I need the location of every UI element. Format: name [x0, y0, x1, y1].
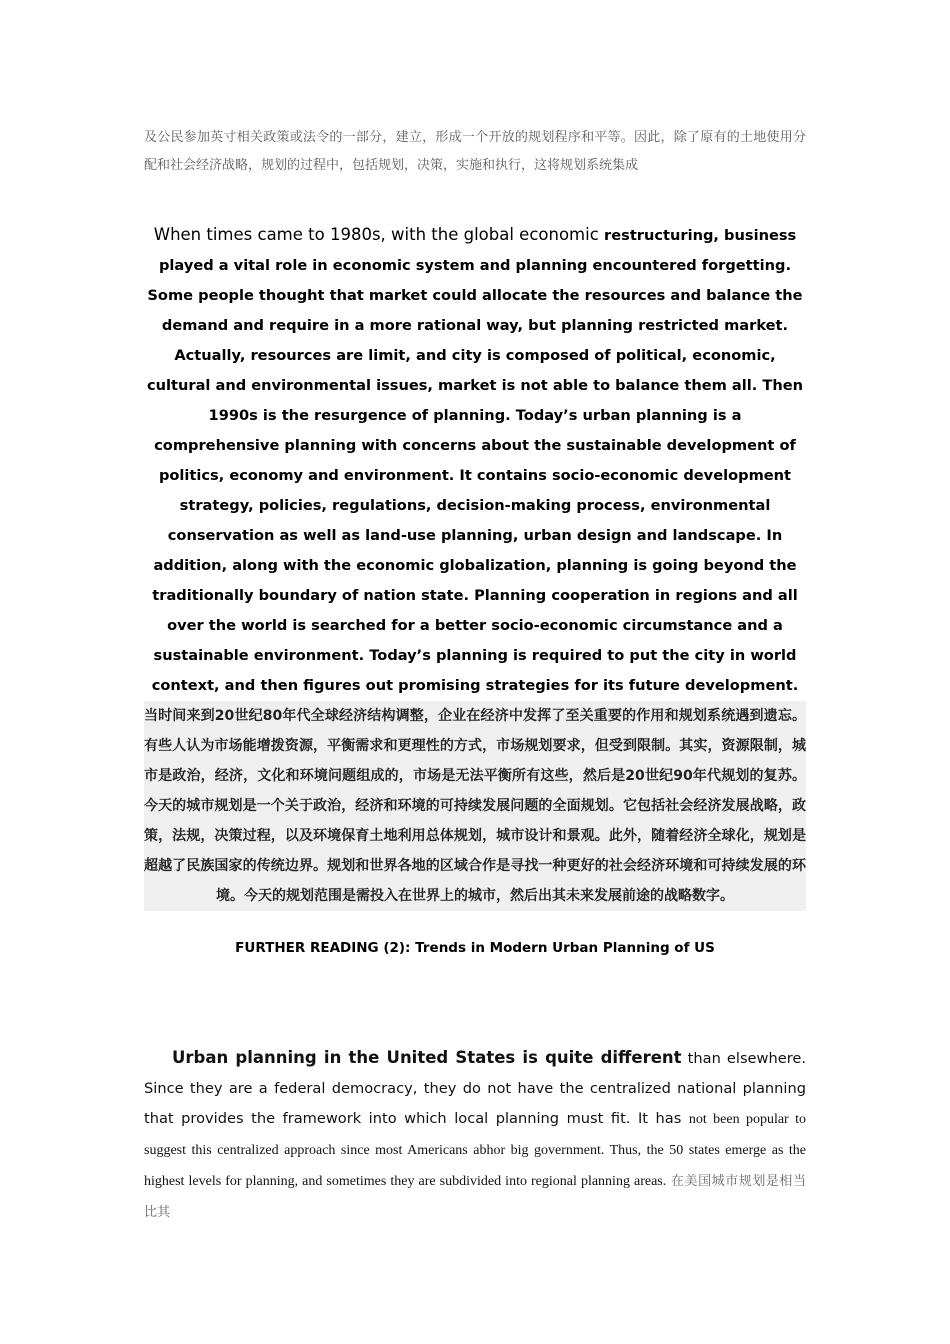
paragraph-us-planning [144, 1043, 806, 1228]
paragraph-lead: When times came to 1980s, with the global economic [153, 225, 605, 244]
chinese-text-top: 及公民参加英寸相关政策或法令的一部分，建立，形成一个开放的规划程序和平等。因此，除了原有的土地使用分配和社会经济战略，规划的过程中，包括规划，决策，实施和执行，这将规划系统集成 [144, 130, 806, 173]
paragraph-2-text: than elsewhere. Since they are a federal democracy, they do not have the centralized national planning that provides the framework into which local planning must fit. It has [144, 1050, 806, 1127]
paragraph-2-serif-text: not been popular to suggest this centralized approach since most Americans abhor big government. Thus, the 50 states emerge as the highest levels for planning, and sometimes they are subdivided into regional planning areas. [144, 1112, 806, 1189]
paragraph-chinese-translation: 当时间来到20世纪80年代全球经济结构调整，企业在经济中发挥了至关重要的作用和规划系统遇到遗忘。有些人认为市场能增拨资源，平衡需求和更理性的方式，市场规划要求，但受到限制。其实，资源限制，城市是政治，经济，文化和环境问题组成的，市场是无法平衡所有这些，然后是20世纪90年代规划的复苏。今天的城市规划是一个关于政治，经济和环境的可持续发展问题的全面规划。它包括社会经济发展战略，政策，法规，决策过程，以及环境保育土地利用总体规划，城市设计和景观。此外，随着经济全球化，规划是超越了民族国家的传统边界。规划和世界各地的区域合作是寻找一种更好的社会经济环境和可持续发展的环境。今天的规划范围是需投入在世界上的城市，然后出其未来发展前途的战略数字。 [144, 701, 806, 911]
paragraph-bold-english: restructuring, business played a vital role in economic system and planning encountered forgetting. Some people thought that market could allocate the resources and balance the demand and require in a more rational way, but planning restricted market. Actually, resources are limit, and city is composed of political, economic, cultural and environmental issues, market is not able to balance them all. Then 1990s is the resurgence of planning. Today’s urban planning is a comprehensive planning with concerns about the sustainable development of politics, economy and environment. It contains socio-economic development strategy, policies, regulations, decision-making process, environmental conservation as well as land-use planning, urban design and landscape. In addition, along with the economic globalization, planning is going beyond the traditionally boundary of nation state. Planning cooperation in regions and all over the world is searched for a better socio-economic circumstance and a sustainable environment. Today’s planning is required to put the city in world context, and then figures out promising strategies for its future development. [146, 227, 804, 694]
further-reading-heading: FURTHER READING (2): Trends in Modern Urban Planning of US [235, 940, 715, 956]
paragraph-1980s [144, 221, 806, 911]
paragraph-2-lead: Urban planning in the United States is quite different [172, 1048, 682, 1067]
paragraph-2-chinese: 在美国城市规划是相当比其 [144, 1174, 806, 1220]
